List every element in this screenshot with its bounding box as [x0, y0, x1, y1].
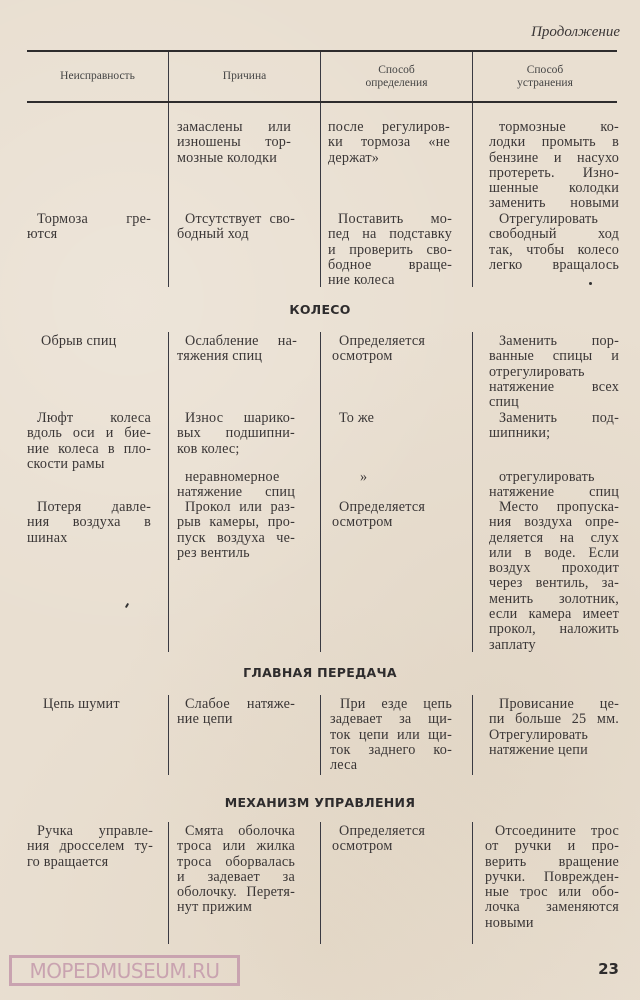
text-line: рыв камеры, про- [177, 514, 295, 531]
cell-fault [27, 824, 153, 870]
text-line: натяжение цепи [489, 741, 588, 758]
cell-detection [330, 697, 452, 773]
cell-detection [360, 470, 390, 485]
text-line: Провисание це- [499, 696, 619, 712]
text-line: спиц [489, 394, 519, 411]
text-line: Определяется [339, 333, 426, 349]
header-cause-label: Причина [222, 70, 267, 82]
text-line: Заменить под- [499, 410, 619, 426]
text-line: Прокол или раз- [185, 499, 295, 515]
text-line: ние колеса [328, 272, 395, 289]
cell-remedy [489, 212, 619, 273]
cell-cause [177, 334, 297, 365]
text-line: деляется на слух [489, 529, 619, 546]
text-line: ные трос или обо- [485, 884, 619, 901]
text-line: ние цепи [177, 711, 233, 728]
text-line: неравномерное [185, 469, 280, 485]
column-divider [168, 822, 169, 944]
text-line: протереть. Изно- [489, 164, 619, 181]
text-line: ванные спицы и [489, 348, 619, 365]
text-line: бодное враще- [328, 256, 452, 273]
text-line: нут прижим [177, 899, 253, 916]
cell-remedy [489, 411, 619, 442]
cell-remedy [485, 824, 619, 931]
text-line: Заменить пор- [499, 333, 619, 349]
text-line: шипники; [489, 425, 551, 442]
text-line: и проверить сво- [328, 241, 452, 258]
column-divider [168, 695, 169, 775]
stray-mark [589, 282, 592, 285]
text-line: Цепь шумит [43, 696, 120, 712]
text-line: лодки промыть в [489, 134, 619, 151]
text-line: или в воде. Если [489, 544, 619, 561]
cell-remedy [489, 697, 619, 758]
cell-detection [332, 500, 452, 531]
header-detection [321, 52, 472, 101]
cell-fault [27, 500, 151, 546]
header-detection-line1: Способ [378, 63, 415, 76]
header-fault [27, 52, 168, 101]
text-line: свободный ход [489, 226, 619, 243]
text-line: бензине и насухо [489, 149, 619, 166]
text-line: Отрегулировать [499, 211, 599, 227]
text-line: ков колес; [177, 440, 240, 457]
text-line: ния дросселем ту- [27, 838, 153, 855]
cell-cause [177, 470, 295, 501]
text-line: Отрегулировать [489, 726, 589, 743]
text-line: вых подшипни- [177, 425, 295, 442]
header-remedy-line1: Способ [526, 63, 564, 76]
text-line: изношены тор- [177, 134, 291, 151]
text-line: задевает за щи- [330, 711, 452, 728]
column-divider [320, 103, 321, 287]
text-line: Обрыв спиц [41, 333, 117, 349]
continued-label: Продолжение [531, 24, 620, 40]
text-line: Люфт колеса [37, 410, 151, 426]
text-line: легко вращалось [489, 256, 619, 273]
column-divider [472, 332, 473, 652]
cell-remedy [489, 500, 619, 653]
text-line: Определяется [339, 499, 426, 515]
cell-fault [41, 334, 151, 349]
text-line: так, чтобы колесо [489, 241, 619, 258]
column-divider [472, 52, 473, 101]
page-number: 23 [598, 960, 619, 978]
text-line: заменить новыми [489, 195, 619, 212]
text-line: менить золотник, [489, 590, 619, 607]
text-line: тяжения спиц [177, 348, 263, 365]
column-divider [472, 103, 473, 287]
column-divider [320, 332, 321, 652]
text-line: осмотром [332, 838, 393, 855]
text-line: после регулиров- [328, 119, 450, 135]
text-line: лочка заменяются [485, 899, 619, 916]
column-divider [320, 822, 321, 944]
text-line: Ослабление на- [185, 333, 297, 349]
text-line: Поставить мо- [338, 211, 452, 227]
text-line: Тормоза гре- [37, 211, 151, 227]
text-line: и задевает за [177, 868, 295, 885]
cell-cause [177, 824, 295, 916]
cell-remedy [489, 120, 619, 212]
text-line: осмотром [332, 514, 393, 531]
cell-cause [177, 500, 295, 561]
header-detection-line2: определения [365, 76, 428, 89]
cell-remedy [489, 334, 619, 410]
watermark-text: MOPEDMUSEUM.RU [29, 958, 220, 983]
text-line: Место пропуска- [499, 499, 619, 515]
column-divider [320, 695, 321, 775]
section-title-final-drive: ГЛАВНАЯ ПЕРЕДАЧА [243, 665, 397, 680]
text-line: мозные колодки [177, 149, 277, 166]
text-line: воздух проходит [489, 560, 619, 577]
cell-detection [328, 120, 450, 166]
table-header-rule [27, 101, 617, 103]
cell-detection [332, 824, 452, 855]
stray-mark [125, 603, 129, 608]
text-line: оболочку. Перетя- [177, 884, 295, 901]
text-line: натяжение всех [489, 378, 619, 395]
text-line: То же [339, 410, 375, 426]
column-divider [472, 695, 473, 775]
text-line: ручки. Поврежден- [485, 868, 619, 885]
text-line: заплату [489, 636, 536, 653]
cell-fault [43, 697, 153, 712]
text-line: бодный ход [177, 226, 249, 243]
text-line: через вентиль, за- [489, 575, 619, 592]
text-line: ток заднего ко- [330, 741, 452, 758]
text-line: ки тормоза «не [328, 134, 450, 151]
text-line: пед на подставку [328, 226, 452, 243]
text-line: леса [330, 757, 358, 774]
text-line: от ручки и про- [485, 838, 619, 855]
text-line: ние колеса в пло- [27, 440, 151, 457]
header-remedy-line2: устранения [517, 76, 573, 89]
text-line: тормозные ко- [499, 119, 619, 135]
text-line: шенные колодки [489, 180, 619, 197]
header-cause [169, 52, 320, 101]
text-line: натяжение спиц [177, 484, 295, 501]
text-line: пуск воздуха че- [177, 529, 295, 546]
cell-detection [339, 411, 439, 426]
text-line: троса или жилка [177, 838, 295, 855]
cell-detection [328, 212, 452, 288]
column-divider [168, 103, 169, 287]
cell-cause [177, 697, 295, 728]
text-line: новыми [485, 914, 534, 931]
text-line: шинах [27, 529, 68, 546]
text-line: Слабое натяже- [185, 696, 295, 712]
text-line: натяжение спиц [489, 484, 619, 501]
text-line: пи больше 25 мм. [489, 711, 619, 728]
text-line: Смята оболочка [185, 823, 295, 839]
text-line: замаслены или [177, 119, 291, 135]
cell-fault [27, 411, 151, 472]
text-line: отрегулировать [499, 469, 595, 485]
cell-remedy [489, 470, 619, 501]
text-line: отрегулировать [489, 363, 585, 380]
section-title-controls: МЕХАНИЗМ УПРАВЛЕНИЯ [224, 795, 416, 810]
text-line: троса оборвалась [177, 853, 295, 870]
text-line: Потеря давле- [37, 499, 151, 515]
text-line: При езде цепь [340, 696, 452, 712]
text-line: держат» [328, 149, 380, 166]
column-divider [168, 52, 169, 101]
text-line: прокол, наложить [489, 621, 619, 638]
cell-cause [177, 212, 295, 243]
text-line: ются [27, 226, 58, 243]
text-line: Отсоедините трос [495, 823, 619, 839]
text-line: ния воздуха в [27, 514, 151, 531]
cell-fault [27, 212, 151, 243]
watermark-stamp [9, 955, 240, 986]
text-line: скости рамы [27, 455, 105, 472]
text-line: го вращается [27, 853, 109, 870]
text-line: верить вращение [485, 853, 619, 870]
text-line: осмотром [332, 348, 393, 365]
section-title-wheel: КОЛЕСО [289, 302, 351, 317]
header-remedy [473, 52, 617, 101]
text-line: Ручка управле- [37, 823, 153, 839]
cell-cause [177, 120, 291, 166]
cell-detection [332, 334, 452, 365]
text-line: ния воздуха опре- [489, 514, 619, 531]
text-line: вдоль оси и бие- [27, 425, 151, 442]
column-divider [320, 52, 321, 101]
text-line: если камера имеет [489, 606, 619, 623]
text-line: Определяется [339, 823, 426, 839]
column-divider [472, 822, 473, 944]
text-line: Отсутствует сво- [185, 211, 295, 227]
column-divider [168, 332, 169, 652]
header-fault-label: Неисправность [60, 70, 135, 82]
cell-cause [177, 411, 295, 457]
text-line: Износ шарико- [185, 410, 295, 426]
text-line: рез вентиль [177, 544, 250, 561]
ditto-mark: » [360, 469, 368, 485]
text-line: ток цепи или щи- [330, 726, 452, 743]
